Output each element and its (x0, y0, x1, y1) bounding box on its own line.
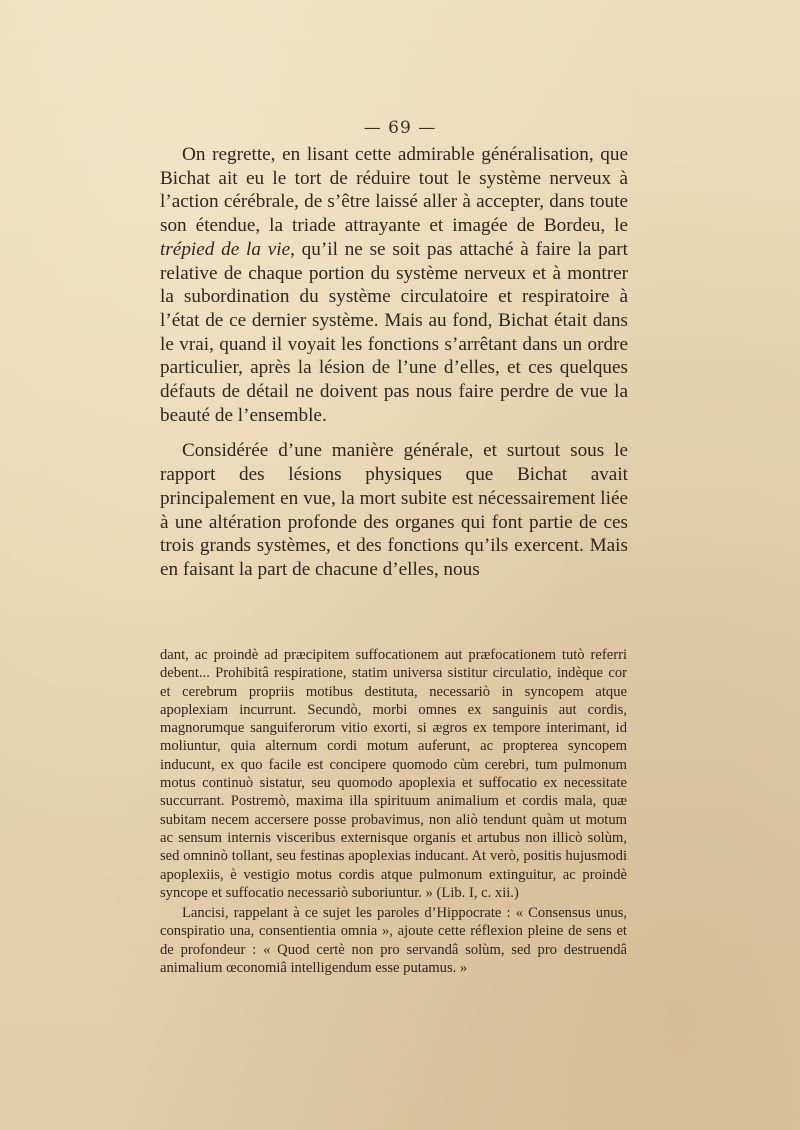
italic-term: trépied de la vie (160, 238, 291, 260)
footnote-paragraph: dant, ac proindè ad præcipitem suffocationem aut præfocationem tutò referri debent... Prohibitâ respiratione, statim universa sistitur circulatio, indèque cor et cerebrum propriis motibus destituta, necessariò in syncopem atque apoplexiam incurrunt. Secundò, morbi omnes ex sanguinis aut cordis, magnorumque sanguiferorum vitio exorti, si ægros ex tempore interimant, id moliuntur, quia alternum cordi motum auferunt, ac propterea syncopem inducunt, ex quo facile est concipere quomodo cùm cerebri, tum pulmonum motus continuò sistatur, seu quomodo apoplexia et suffocatio ex necessitate succurrant. Postremò, maxima illa spirituum animalium et cordis mala, quæ subitam necem accersere posse probavimus, non aliò tendunt quàm ut motum ac sensum internis visceribus externisque organis et artubus non illicò solùm, sed omninò tollant, seu festinas apoplexias inducant. At verò, positis hujusmodi apoplexiis, è vestigio motus cordis atque pulmonum extinguitur, ac proindè syncope et suffocatio necessariò suboriuntur. » (Lib. I, c. xii.) (160, 647, 627, 901)
footnotes (160, 646, 627, 977)
footnote-paragraph: Lancisi, rappelant à ce sujet les paroles d’Hippocrate : « Consensus unus, conspiratio una, consentientia omnia », ajoute cette réflexion pleine de sens et de profondeur : « Quod certè non pro servandâ solùm, sed pro destruendâ animalium œconomiâ intelligendum esse putamus. » (160, 905, 627, 977)
body-paragraph (160, 143, 628, 427)
text-run: , qu’il ne se soit pas attaché à faire la part relative de chaque portion du système nerveux et à montrer la subordination du système circulatoire et respiratoire à l’état de ce dernier système. Mais au fond, Bichat était dans le vrai, quand il voyait les fonctions s’arrêtant dans un ordre particulier, après la lésion de l’une d’elles, et ces quelques défauts de détail ne doivent pas nous faire perdre de vue la beauté de l’ensemble. (160, 238, 628, 426)
text-run: On regrette, en lisant cette admirable généralisation, que Bichat ait eu le tort de réduire tout le système nerveux à l’action cérébrale, de s’être laissé aller à accepter, dans toute son étendue, la triade attrayante et imagée de Bordeu, le (160, 144, 628, 237)
main-text (160, 143, 628, 582)
body-paragraph: Considérée d’une manière générale, et surtout sous le rapport des lésions physiques que Bichat avait principalement en vue, la mort subite est nécessairement liée à une altération profonde des organes qui font partie de ces trois grands systèmes, et des fonctions qu’ils exercent. Mais en faisant la part de chacune d’elles, nous (160, 440, 628, 580)
page-number: — 69 — (363, 118, 437, 138)
